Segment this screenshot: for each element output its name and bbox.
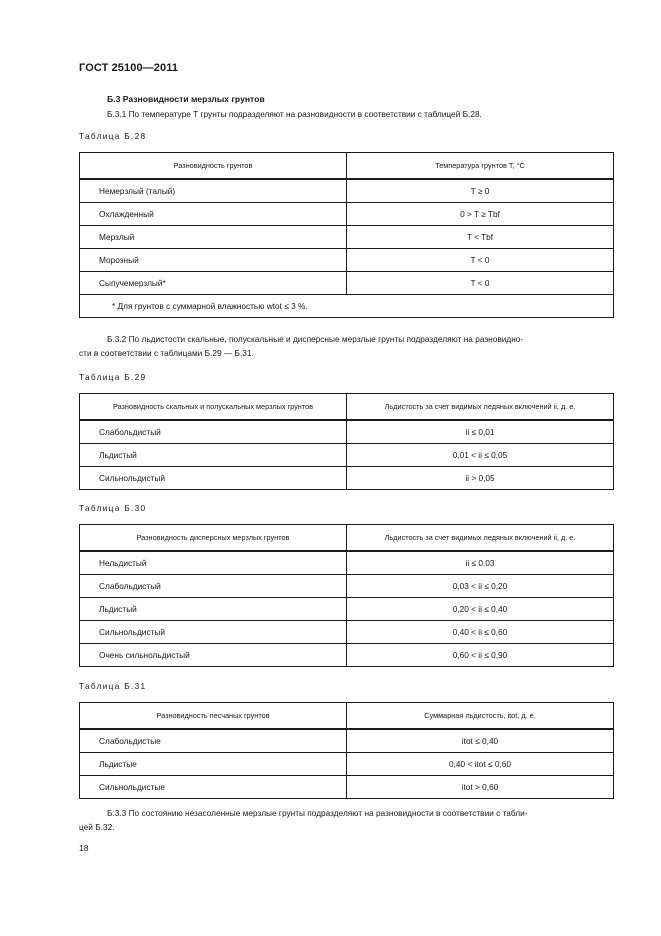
paragraph-b33-line2: цей Б.32. — [79, 822, 115, 832]
table-row — [80, 420, 614, 444]
table-b29 — [79, 393, 614, 490]
table-cell-value: T < 0 — [347, 249, 614, 272]
table-cell-name: Мерзлый — [80, 226, 347, 249]
table-cell-value: ii ≤ 0.03 — [347, 551, 614, 575]
paragraph-b33 — [79, 806, 613, 834]
table-b28 — [79, 152, 614, 318]
table-cell-value: 0 > T ≥ Tbf — [347, 203, 614, 226]
table-cell-value: 0,20 < ii ≤ 0,40 — [347, 598, 614, 621]
table-b30-col2-header: Льдистость за счет видимых ледяных включений ii, д. е. — [347, 525, 614, 552]
table-b29-col2-header: Льдистость за счет видимых ледяных включений ii, д. е. — [347, 394, 614, 421]
table-cell-value: ii ≤ 0,01 — [347, 420, 614, 444]
document-header: ГОСТ 25100—2011 — [79, 62, 179, 74]
table-row — [80, 467, 614, 490]
table-row — [80, 179, 614, 203]
table-b29-col1-header: Разновидность скальных и полускальных мерзлых грунтов — [80, 394, 347, 421]
table-cell-value: T ≥ 0 — [347, 179, 614, 203]
table-row — [80, 644, 614, 667]
paragraph-b32 — [79, 332, 613, 360]
table-cell-name: Сильнольдистый — [80, 467, 347, 490]
table-b30-col1-header: Разновидность дисперсных мерзлых грунтов — [80, 525, 347, 552]
table-row — [80, 249, 614, 272]
table-cell-value: T < Tbf — [347, 226, 614, 249]
table-cell-name: Слабольдистый — [80, 420, 347, 444]
table-cell-value: itot > 0,60 — [347, 776, 614, 799]
table-row — [80, 226, 614, 249]
table-b31-col1-header: Разновидность песчаных грунтов — [80, 703, 347, 730]
table-cell-name: Морозный — [80, 249, 347, 272]
table-row — [80, 729, 614, 753]
table-b29-caption: Таблица Б.29 — [79, 372, 147, 382]
table-b28-col2-header: Температура грунтов Т, °С — [347, 153, 614, 180]
table-footnote: * Для грунтов с суммарной влажностью wtot ≤ 3 %. — [80, 295, 614, 318]
table-b28-col1-header: Разновидность грунтов — [80, 153, 347, 180]
table-cell-value: 0,40 < ii ≤ 0,60 — [347, 621, 614, 644]
table-cell-name: Слабольдистые — [80, 729, 347, 753]
table-cell-name: Льдистые — [80, 753, 347, 776]
table-cell-name: Льдистый — [80, 598, 347, 621]
table-cell-name: Очень сильнольдистый — [80, 644, 347, 667]
paragraph-b33-line1: Б.3.3 По состоянию незасоленные мерзлые грунты подразделяют на разновидности в соответствии с табли- — [107, 808, 528, 818]
page-number: 18 — [79, 843, 89, 853]
table-row — [80, 753, 614, 776]
table-row — [80, 203, 614, 226]
table-row — [80, 551, 614, 575]
table-row — [80, 598, 614, 621]
table-row — [80, 575, 614, 598]
section-title: Б.3 Разновидности мерзлых грунтов — [107, 94, 265, 104]
table-cell-name: Охлажденный — [80, 203, 347, 226]
table-cell-name: Сильнольдистые — [80, 776, 347, 799]
table-cell-name: Льдистый — [80, 444, 347, 467]
table-row — [80, 272, 614, 295]
table-row — [80, 444, 614, 467]
paragraph-b32-line2: сти в соответствии с таблицами Б.29 — Б.31. — [79, 348, 254, 358]
table-cell-value: ii > 0,05 — [347, 467, 614, 490]
table-footnote-row — [80, 295, 614, 318]
table-cell-name: Сильнольдистый — [80, 621, 347, 644]
table-cell-name: Сыпучемерзлый* — [80, 272, 347, 295]
table-b31 — [79, 702, 614, 799]
table-b31-caption: Таблица Б.31 — [79, 681, 147, 691]
table-cell-value: 0,03 < ii ≤ 0,20 — [347, 575, 614, 598]
paragraph-b31 — [79, 107, 613, 121]
table-cell-name: Нельдистый — [80, 551, 347, 575]
table-cell-value: 0,60 < ii ≤ 0,90 — [347, 644, 614, 667]
table-b30 — [79, 524, 614, 667]
table-b28-caption: Таблица Б.28 — [79, 131, 147, 141]
table-cell-name: Немерзлый (талый) — [80, 179, 347, 203]
table-cell-value: T < 0 — [347, 272, 614, 295]
table-b31-col2-header: Суммарная льдистость, itot, д. е. — [347, 703, 614, 730]
table-cell-value: itot ≤ 0,40 — [347, 729, 614, 753]
table-cell-value: 0,01 < ii ≤ 0,05 — [347, 444, 614, 467]
table-row — [80, 621, 614, 644]
paragraph-b32-line1: Б.3.2 По льдистости скальные, полускальные и дисперсные мерзлые грунты подразделяют на разновидно- — [107, 334, 524, 344]
table-row — [80, 776, 614, 799]
table-cell-name: Слабольдистый — [80, 575, 347, 598]
table-cell-value: 0,40 < itot ≤ 0,60 — [347, 753, 614, 776]
paragraph-b31-text: Б.3.1 По температуре Т грунты подразделяют на разновидности в соответствии с таблицей Б.28. — [107, 109, 482, 119]
table-b30-caption: Таблица Б.30 — [79, 503, 147, 513]
